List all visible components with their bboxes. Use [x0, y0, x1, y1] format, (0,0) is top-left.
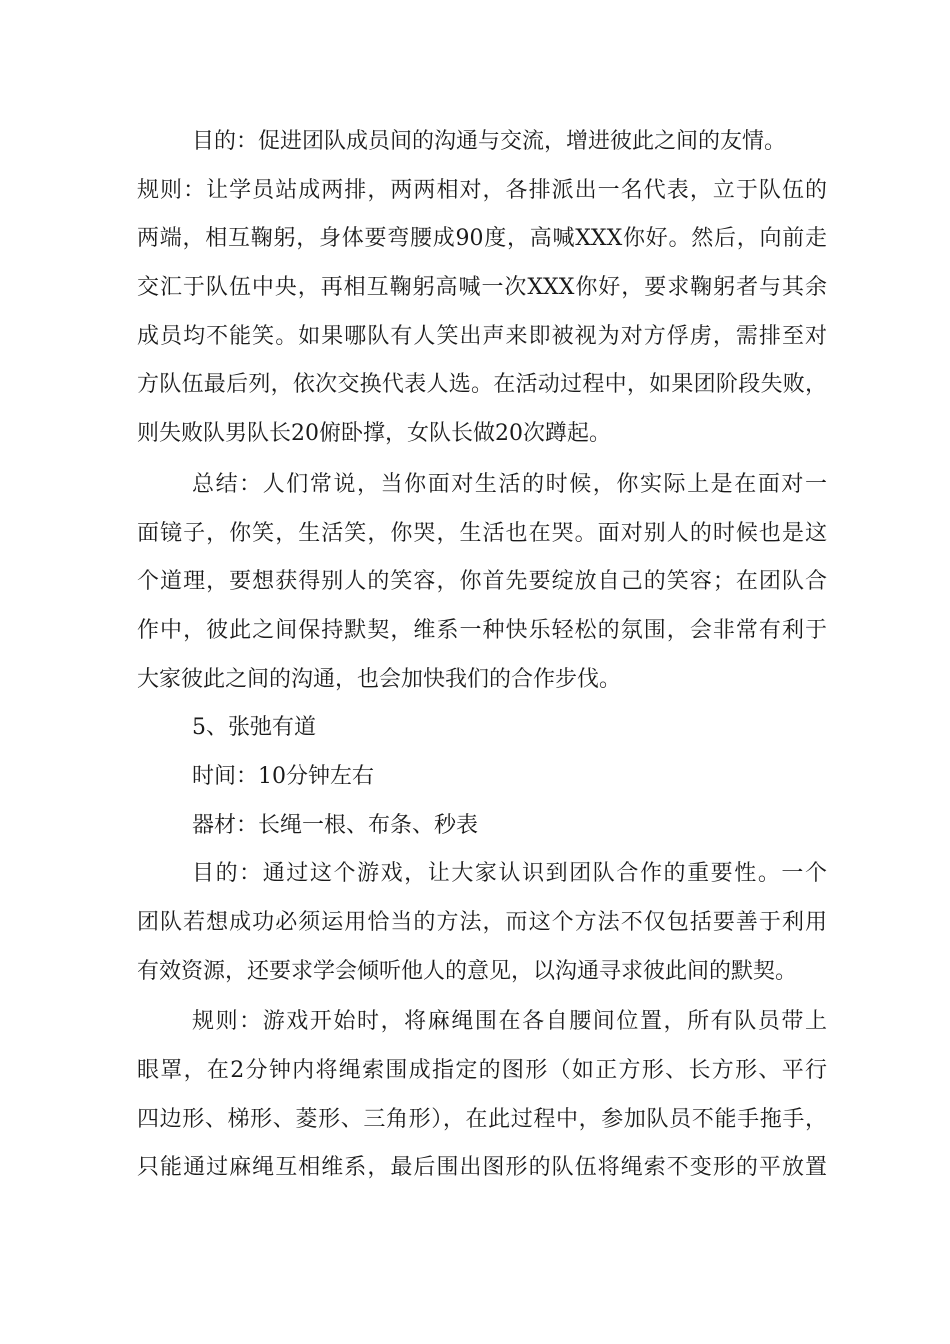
paragraph-line: 只能通过麻绳互相维系，最后围出图形的队伍将绳索不变形的平放置: [137, 1155, 827, 1181]
paragraph-line: 规则：让学员站成两排，两两相对，各排派出一名代表，立于队伍的: [137, 177, 827, 203]
paragraph-line: 个道理，要想获得别人的笑容，你首先要绽放自己的笑容；在团队合: [137, 569, 827, 595]
paragraph-line: 四边形、梯形、菱形、三角形），在此过程中，参加队员不能手拖手，: [137, 1106, 827, 1132]
section-heading: 5、张弛有道: [192, 715, 316, 741]
paragraph-line: 面镜子，你笑，生活笑，你哭，生活也在哭。面对别人的时候也是这: [137, 520, 827, 546]
paragraph-line: 时间：10分钟左右: [192, 763, 374, 789]
paragraph-line: 总结：人们常说，当你面对生活的时候，你实际上是在面对一: [192, 471, 827, 497]
paragraph-line: 有效资源，还要求学会倾听他人的意见，以沟通寻求彼此间的默契。: [137, 958, 798, 984]
paragraph-line: 器材：长绳一根、布条、秒表: [192, 812, 479, 838]
document-body: [137, 118, 827, 1193]
paragraph-line: 目的：促进团队成员间的沟通与交流，增进彼此之间的友情。: [192, 129, 787, 154]
paragraph-line: 目的：通过这个游戏，让大家认识到团队合作的重要性。一个: [192, 861, 827, 887]
paragraph-line: 规则：游戏开始时，将麻绳围在各自腰间位置，所有队员带上: [192, 1009, 827, 1035]
paragraph-line: 作中，彼此之间保持默契，维系一种快乐轻松的氛围，会非常有利于: [137, 617, 827, 643]
paragraph-line: 则失败队男队长20俯卧撑，女队长做20次蹲起。: [137, 421, 611, 447]
paragraph-line: 团队若想成功必须运用恰当的方法，而这个方法不仅包括要善于利用: [137, 910, 827, 935]
paragraph-line: 两端，相互鞠躬，身体要弯腰成90度，高喊XXX你好。然后，向前走: [137, 226, 827, 252]
paragraph-line: 成员均不能笑。如果哪队有人笑出声来即被视为对方俘虏，需排至对: [137, 323, 827, 349]
paragraph-line: 方队伍最后列，依次交换代表人选。在活动过程中，如果团阶段失败，: [137, 372, 827, 398]
paragraph-line: 眼罩，在2分钟内将绳索围成指定的图形（如正方形、长方形、平行: [137, 1058, 827, 1084]
paragraph-line: 大家彼此之间的沟通，也会加快我们的合作步伐。: [137, 666, 622, 692]
paragraph-line: 交汇于队伍中央，再相互鞠躬高喊一次XXX你好，要求鞠躬者与其余: [137, 275, 827, 301]
